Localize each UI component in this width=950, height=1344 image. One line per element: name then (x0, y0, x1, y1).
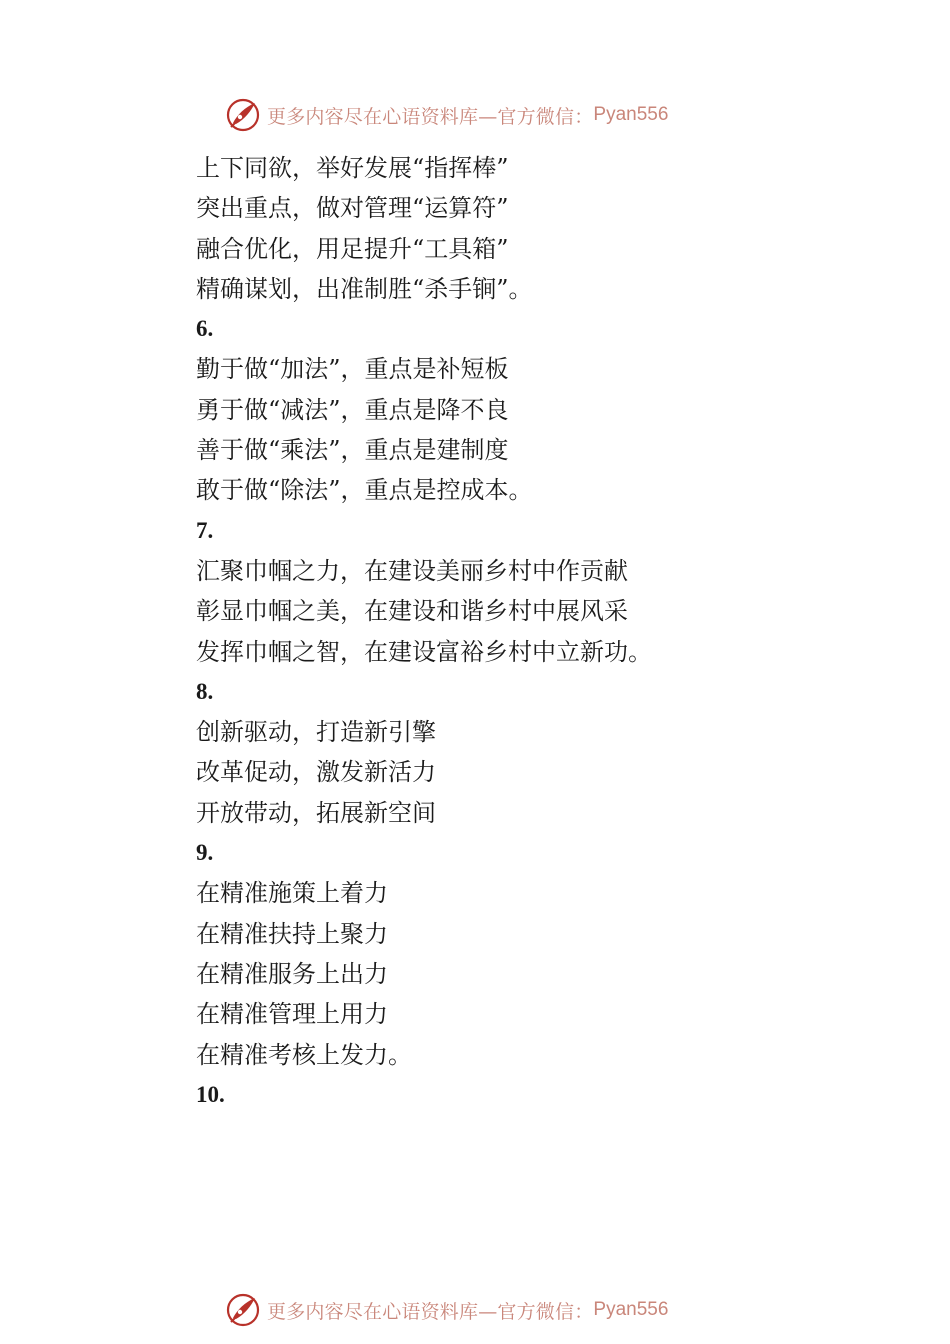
text-line: 勇于做“减法”，重点是降不良 (196, 395, 509, 424)
text-line: 融合优化，用足提升“工具箱” (196, 234, 509, 263)
section-number: 6. (196, 316, 214, 342)
text-line: 在精准扶持上聚力 (196, 919, 388, 948)
header-banner-text: 更多内容尽在心语资料库—官方微信： (267, 105, 594, 128)
section-number: 10. (196, 1081, 225, 1107)
text-line: 开放带动，拓展新空间 (196, 798, 436, 827)
section-10 (196, 1075, 836, 1115)
text-line: 在精准施策上着力 (196, 879, 388, 908)
text-line: 精确谋划，出准制胜“杀手锏”。 (196, 274, 533, 303)
text-line: 敢于做“除法”，重点是控成本。 (196, 476, 533, 505)
footer-wechat-id: Pyan556 (593, 1299, 669, 1320)
text-line: 汇聚巾帼之力，在建设美丽乡村中作贡献 (196, 556, 628, 585)
text-line: 善于做“乘法”，重点是建制度 (196, 436, 509, 465)
footer-banner-text: 更多内容尽在心语资料库—官方微信： (267, 1300, 594, 1323)
text-line: 在精准服务上出力 (196, 959, 388, 988)
text-line: 发挥巾帼之智，在建设富裕乡村中立新功。 (196, 637, 652, 666)
text-line: 突出重点，做对管理“运算符” (196, 194, 509, 223)
text-line: 在精准考核上发力。 (196, 1040, 412, 1069)
text-line: 改革促动，激发新活力 (196, 758, 436, 787)
text-line: 上下同欲，举好发展“指挥棒” (196, 154, 509, 182)
text-line: 彰显巾帼之美，在建设和谐乡村中展风采 (196, 597, 628, 626)
header-wechat-id: Pyan556 (593, 104, 669, 125)
section-6 (196, 309, 836, 510)
section-7 (196, 511, 836, 672)
header-banner (225, 95, 745, 135)
section-intro (196, 148, 836, 309)
section-number: 9. (196, 840, 214, 866)
section-9 (196, 833, 836, 1075)
quill-pen-logo-icon (225, 97, 261, 133)
document-body (196, 148, 836, 1115)
text-line: 勤于做“加法”，重点是补短板 (196, 355, 509, 384)
text-line: 创新驱动，打造新引擎 (196, 718, 436, 747)
quill-pen-logo-icon (225, 1292, 261, 1328)
section-8 (196, 672, 836, 833)
section-number: 8. (196, 678, 214, 704)
section-number: 7. (196, 517, 214, 543)
text-line: 在精准管理上用力 (196, 1000, 388, 1029)
footer-banner (225, 1290, 745, 1330)
